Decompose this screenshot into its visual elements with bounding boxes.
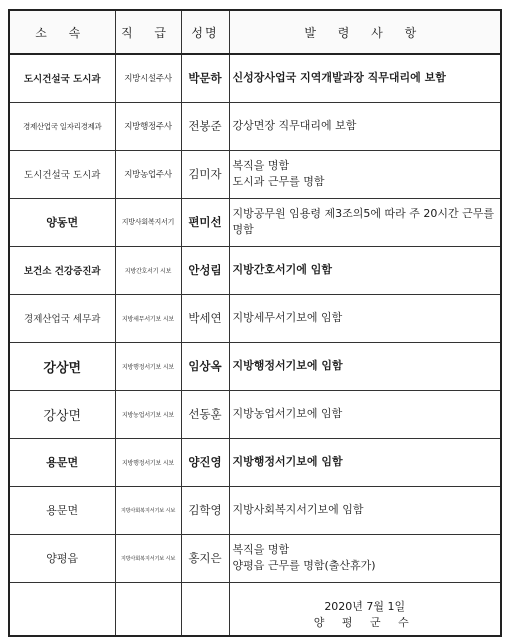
affiliation-cell: 경제산업국 일자리경제과 (9, 102, 115, 150)
name-cell: 박세연 (181, 294, 229, 342)
action-line: 지방사회복지서기보에 임함 (232, 503, 364, 516)
issuer-name: 양 평 군 수 (313, 615, 416, 629)
action-line: 지방공무원 임용령 제3조의5에 따라 주 20시간 근무를 명함 (232, 207, 494, 236)
name-cell: 박문하 (181, 54, 229, 102)
rank-cell: 지방행정서기보 시보 (115, 342, 181, 390)
action-cell (229, 438, 501, 486)
header-rank: 직 급 (115, 10, 181, 54)
rank-cell: 지방사회복지서기보 시보 (115, 534, 181, 582)
affiliation-cell: 강상면 (9, 390, 115, 438)
rank-cell: 지방농업서기보 시보 (115, 390, 181, 438)
rank-cell: 지방시설주사 (115, 54, 181, 102)
header-action: 발 령 사 항 (229, 10, 501, 54)
action-line: 지방행정서기보에 임함 (232, 359, 343, 372)
action-cell (229, 390, 501, 438)
affiliation-cell: 경제산업국 세무과 (9, 294, 115, 342)
table-row (9, 534, 501, 582)
rank-cell: 지방행정주사 (115, 102, 181, 150)
rank-cell: 지방세무서기보 시보 (115, 294, 181, 342)
action-cell (229, 198, 501, 246)
table-header-row (9, 10, 501, 54)
action-cell (229, 54, 501, 102)
table-row (9, 198, 501, 246)
rank-cell: 지방간호서기 시보 (115, 246, 181, 294)
action-line: 양평읍 근무를 명함(출산휴가) (232, 559, 376, 572)
signature-block (233, 587, 498, 631)
name-cell: 양진영 (181, 438, 229, 486)
affiliation-cell: 용문면 (9, 438, 115, 486)
table-row (9, 486, 501, 534)
action-line: 강상면장 직무대리에 보함 (232, 119, 357, 132)
table-row (9, 54, 501, 102)
action-cell (229, 486, 501, 534)
name-cell: 편미선 (181, 198, 229, 246)
action-cell (229, 102, 501, 150)
header-name: 성명 (181, 10, 229, 54)
action-line: 지방행정서기보에 임함 (232, 455, 343, 468)
table-row (9, 102, 501, 150)
affiliation-cell: 양동면 (9, 198, 115, 246)
action-cell (229, 150, 501, 198)
table-row (9, 150, 501, 198)
header-affiliation: 소 속 (9, 10, 115, 54)
footer-signature-cell (229, 582, 501, 636)
affiliation-cell: 양평읍 (9, 534, 115, 582)
name-cell: 임상옥 (181, 342, 229, 390)
rank-cell: 지방사회복지서기보 시보 (115, 486, 181, 534)
affiliation-cell: 용문면 (9, 486, 115, 534)
affiliation-cell: 강상면 (9, 342, 115, 390)
issue-date: 2020년 7월 1일 (324, 599, 406, 613)
table-row (9, 294, 501, 342)
rank-cell: 지방농업주사 (115, 150, 181, 198)
action-cell (229, 246, 501, 294)
action-line: 복직을 명함 (232, 543, 290, 556)
name-cell: 안성림 (181, 246, 229, 294)
action-line: 지방간호서기에 임함 (232, 263, 332, 276)
footer-row (9, 582, 501, 636)
name-cell: 선동훈 (181, 390, 229, 438)
personnel-table (8, 9, 502, 637)
affiliation-cell: 보건소 건강증진과 (9, 246, 115, 294)
action-cell (229, 342, 501, 390)
action-cell (229, 534, 501, 582)
rank-cell: 지방행정서기보 시보 (115, 438, 181, 486)
footer-empty-cell (115, 582, 181, 636)
rank-cell: 지방사회복지서기 (115, 198, 181, 246)
table-row (9, 438, 501, 486)
affiliation-cell: 도시건설국 도시과 (9, 150, 115, 198)
action-cell (229, 294, 501, 342)
name-cell: 전봉준 (181, 102, 229, 150)
action-line: 신성장사업국 지역개발과장 직무대리에 보함 (232, 71, 446, 85)
name-cell: 김학영 (181, 486, 229, 534)
action-line: 지방세무서기보에 임함 (232, 311, 343, 324)
name-cell: 김미자 (181, 150, 229, 198)
table-row (9, 390, 501, 438)
action-line: 지방농업서기보에 임함 (232, 407, 343, 420)
name-cell: 홍지은 (181, 534, 229, 582)
affiliation-cell: 도시건설국 도시과 (9, 54, 115, 102)
table-row (9, 246, 501, 294)
table-row (9, 342, 501, 390)
footer-empty-cell (181, 582, 229, 636)
action-line: 도시과 근무를 명함 (232, 175, 325, 188)
footer-empty-cell (9, 582, 115, 636)
action-line: 복직을 명함 (232, 159, 290, 172)
